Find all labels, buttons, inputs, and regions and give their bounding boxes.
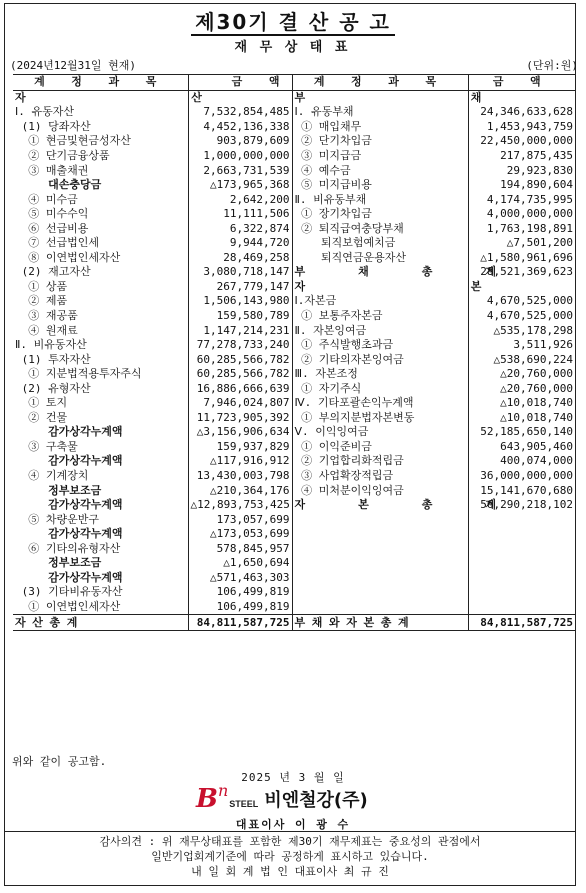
table-row <box>13 396 575 411</box>
right-amount-cell: △538,690,224 <box>493 352 573 366</box>
table-row <box>13 323 575 338</box>
left-account-cell: ④ 기계장치 <box>13 469 188 484</box>
right-account-cell: 자 본 총 계 <box>292 498 468 513</box>
right-amount-cell: △535,178,298 <box>493 323 573 337</box>
left-amount-cell: 267,779,147 <box>188 280 292 295</box>
left-amount-cell: 106,499,819 <box>188 600 292 615</box>
company-logo <box>196 781 368 814</box>
left-amount-cell: 60,285,566,782 <box>188 352 292 367</box>
table-row <box>13 105 575 120</box>
left-amount-cell: 3,080,718,147 <box>188 265 292 280</box>
table-row <box>13 425 575 440</box>
right-amount-cell: 4,670,525,000 <box>486 294 573 308</box>
right-amount-cell: 3,511,926 <box>513 338 573 352</box>
right-amount-cell: 56,290,218,102 <box>480 498 573 512</box>
right-amount-cell: 1,763,198,891 <box>486 221 573 235</box>
left-account-cell: 감가상각누계액 <box>13 498 188 513</box>
right-amount-cell <box>468 527 575 542</box>
left-account-cell: ① 현금및현금성자산 <box>13 134 188 149</box>
right-account-cell <box>292 512 468 527</box>
left-amount-cell: 7,946,024,807 <box>188 396 292 411</box>
total-liab-equity-amount: 84,811,587,725 <box>468 615 575 631</box>
right-account-cell: ③ 사업확장적립금 <box>292 469 468 484</box>
company-name: 비엔철강(주) <box>264 790 368 811</box>
table-row <box>13 236 575 251</box>
right-account-cell: ③ 미지급금 <box>292 149 468 164</box>
left-amount-cell: 159,937,829 <box>188 440 292 455</box>
left-amount-cell: 28,469,258 <box>188 251 292 266</box>
right-amount-cell: △10,018,740 <box>500 410 573 424</box>
right-amount-cell <box>468 280 575 295</box>
left-amount-cell: △12,893,753,425 <box>188 498 292 513</box>
left-account-cell: 대손충당금 <box>13 178 188 193</box>
left-account-cell: 자 산 <box>15 90 202 104</box>
left-account-cell: ③ 재공품 <box>13 309 188 324</box>
announcement-date: 2025 년 3 월 일 <box>241 771 345 784</box>
left-account-cell: Ⅱ. 비유동자산 <box>13 338 188 353</box>
left-amount-cell: △571,463,303 <box>188 571 292 586</box>
right-account-cell: ② 기타의자본잉여금 <box>292 352 468 367</box>
right-amount-cell: 36,000,000,000 <box>480 469 573 483</box>
table-row <box>13 512 575 527</box>
left-amount-cell: 11,111,506 <box>188 207 292 222</box>
right-account-cell: ④ 미처분이익잉여금 <box>292 483 468 498</box>
right-amount-cell: 1,453,943,759 <box>486 119 573 133</box>
right-amount-cell: △10,018,740 <box>500 396 573 410</box>
audit-opinion-box <box>4 831 576 886</box>
right-amount-cell: △20,760,000 <box>500 367 573 381</box>
table-row <box>13 207 575 222</box>
left-amount-cell: 77,278,733,240 <box>188 338 292 353</box>
table-body <box>13 90 575 615</box>
table-row <box>13 469 575 484</box>
table-row <box>13 483 575 498</box>
table-row <box>13 294 575 309</box>
right-account-cell: Ⅴ. 이익잉여금 <box>292 425 468 440</box>
balance-sheet-table <box>13 74 575 631</box>
table-row <box>13 600 575 615</box>
right-account-cell: 자 본 <box>292 280 468 295</box>
right-amount-cell: 52,185,650,140 <box>480 425 573 439</box>
right-account-cell: ① 자기주식 <box>292 381 468 396</box>
right-account-cell: Ⅳ. 기타포괄손익누계액 <box>292 396 468 411</box>
right-account-cell: Ⅰ. 유동부채 <box>292 105 468 120</box>
right-amount-cell <box>468 600 575 615</box>
table-row <box>13 149 575 164</box>
right-account-cell: 퇴직보험예치금 <box>292 236 468 251</box>
left-account-cell: 감가상각누계액 <box>13 571 188 586</box>
right-account-cell: 부 채 <box>292 90 468 105</box>
right-account-cell <box>292 571 468 586</box>
left-account-cell: ① 토지 <box>13 396 188 411</box>
right-account-cell: Ⅰ.자본금 <box>292 294 468 309</box>
left-amount-cell: 11,723,905,392 <box>188 411 292 426</box>
left-amount-cell: △117,916,912 <box>188 454 292 469</box>
total-assets-label: 자 산 총 계 <box>13 615 188 631</box>
left-account-cell: (2) 유형자산 <box>13 381 188 396</box>
table-row <box>13 367 575 382</box>
left-account-cell: 감가상각누계액 <box>13 425 188 440</box>
right-amount-cell <box>468 556 575 571</box>
right-amount-cell: 24,346,633,628 <box>480 105 573 119</box>
left-account-cell: ⑧ 이연법인세자산 <box>13 251 188 266</box>
table-row <box>13 556 575 571</box>
left-account-cell: ② 단기금융상품 <box>13 149 188 164</box>
right-account-cell: ① 부의지분법자본변동 <box>292 411 468 426</box>
right-account-cell: ① 보통주자본금 <box>292 309 468 324</box>
right-account-cell: Ⅱ. 자본잉여금 <box>292 323 468 338</box>
left-amount-cell: 173,057,699 <box>188 512 292 527</box>
table-row <box>13 221 575 236</box>
right-account-cell: Ⅱ. 비유동부채 <box>292 192 468 207</box>
left-amount-cell: △3,156,906,634 <box>188 425 292 440</box>
left-account-cell: ⑥ 기타의유형자산 <box>13 542 188 557</box>
left-amount-cell: △210,364,176 <box>188 483 292 498</box>
table-row <box>13 571 575 586</box>
header-right-amount: 금 액 <box>468 75 575 91</box>
left-account-cell: ① 이연법인세자산 <box>13 600 188 615</box>
left-account-cell: ⑤ 차량운반구 <box>13 512 188 527</box>
left-amount-cell: 2,663,731,539 <box>188 163 292 178</box>
left-account-cell: (1) 투자자산 <box>13 352 188 367</box>
table-row <box>13 352 575 367</box>
table-row <box>13 542 575 557</box>
total-liab-equity-label: 부 채 와 자 본 총 계 <box>292 615 468 631</box>
left-account-cell: 정부보조금 <box>13 483 188 498</box>
right-amount-cell <box>468 571 575 586</box>
right-amount-cell: 400,074,000 <box>500 454 573 468</box>
table-row <box>13 280 575 295</box>
auditor-name: 내 일 회 계 법 인 대표이사 최 규 진 <box>191 865 389 878</box>
table-row <box>13 90 575 105</box>
left-amount-cell: 1,147,214,231 <box>188 323 292 338</box>
right-amount-cell: 29,923,830 <box>506 163 573 177</box>
table-row <box>13 120 575 135</box>
table-row <box>13 411 575 426</box>
statement-subtitle: 재 무 상 태 표 <box>234 40 352 55</box>
left-amount-cell: 9,944,720 <box>188 236 292 251</box>
table-row <box>13 251 575 266</box>
table-row <box>13 440 575 455</box>
left-account-cell: ② 제품 <box>13 294 188 309</box>
right-account-cell <box>292 542 468 557</box>
header-right-account: 계 정 과 목 <box>292 75 468 91</box>
left-amount-cell: △1,650,694 <box>188 556 292 571</box>
left-account-cell: 감가상각누계액 <box>13 454 188 469</box>
right-account-cell: ① 매입채무 <box>292 120 468 135</box>
left-account-cell: ① 지분법적용투자주식 <box>13 367 188 382</box>
left-account-cell: Ⅰ. 유동자산 <box>13 105 188 120</box>
left-account-cell: ⑤ 미수수익 <box>13 207 188 222</box>
table-row <box>13 454 575 469</box>
right-amount-cell <box>468 90 575 105</box>
right-amount-cell: 22,450,000,000 <box>480 134 573 148</box>
left-amount-cell: 2,642,200 <box>188 192 292 207</box>
right-account-cell <box>292 556 468 571</box>
table-row <box>13 338 575 353</box>
right-amount-cell: △1,580,961,696 <box>480 250 573 264</box>
right-amount-cell: △7,501,200 <box>506 236 573 250</box>
table-row <box>13 192 575 207</box>
left-amount-cell: 7,532,854,485 <box>188 105 292 120</box>
left-account-cell: ② 건물 <box>13 411 188 426</box>
header-left-account: 계 정 과 목 <box>13 75 188 91</box>
right-amount-cell: 4,000,000,000 <box>486 207 573 221</box>
right-amount-cell: 4,174,735,995 <box>486 192 573 206</box>
right-account-cell <box>292 600 468 615</box>
header-left-amount: 금 액 <box>188 75 292 91</box>
left-amount-cell: △173,053,699 <box>188 527 292 542</box>
left-amount-cell: 903,879,609 <box>188 134 292 149</box>
right-account-cell: ⑤ 미지급비용 <box>292 178 468 193</box>
left-account-cell: 감가상각누계액 <box>13 527 188 542</box>
total-row <box>13 615 575 631</box>
right-amount-cell <box>468 512 575 527</box>
right-amount-cell <box>468 585 575 600</box>
right-account-cell: 퇴직연금운용자산 <box>292 251 468 266</box>
table-row <box>13 265 575 280</box>
right-account-cell: ② 단기차입금 <box>292 134 468 149</box>
left-amount-cell: 1,000,000,000 <box>188 149 292 164</box>
audit-opinion-line1: 감사의견 : 위 재무상태표를 포함한 제30기 재무제표는 중요성의 관점에서 <box>99 835 481 848</box>
right-amount-cell: 194,890,604 <box>500 178 573 192</box>
right-amount-cell: 217,875,435 <box>500 149 573 162</box>
right-account-cell: 부 채 총 계 <box>292 265 468 280</box>
right-account-cell: Ⅲ. 자본조정 <box>292 367 468 382</box>
left-amount-cell: 4,452,136,338 <box>188 120 292 135</box>
left-amount-cell: 1,506,143,980 <box>188 294 292 309</box>
table-row <box>13 527 575 542</box>
table-row <box>13 585 575 600</box>
left-account-cell: ① 상품 <box>13 280 188 295</box>
table-row <box>13 498 575 513</box>
left-account-cell: ④ 원재료 <box>13 323 188 338</box>
left-amount-cell <box>188 90 292 105</box>
as-of-date: (2024년12월31일 현재) <box>10 59 136 72</box>
left-account-cell: ⑦ 선급법인세 <box>13 236 188 251</box>
right-amount-cell: 28,521,369,623 <box>480 265 573 279</box>
table-row <box>13 163 575 178</box>
right-account-cell: ① 주식발행초과금 <box>292 338 468 353</box>
right-account-cell <box>292 527 468 542</box>
left-account-cell: (1) 당좌자산 <box>13 120 188 135</box>
left-account-cell: (2) 재고자산 <box>13 265 188 280</box>
right-amount-cell: 15,141,670,680 <box>480 483 573 497</box>
table-row <box>13 381 575 396</box>
left-amount-cell: △173,965,368 <box>188 178 292 193</box>
right-amount-cell: △20,760,000 <box>500 381 573 395</box>
right-account-cell: ① 장기차입금 <box>292 207 468 222</box>
right-account-cell: ② 기업합리화적립금 <box>292 454 468 469</box>
table-row <box>13 178 575 193</box>
right-amount-cell: 643,905,460 <box>500 439 573 453</box>
audit-opinion-line2: 일반기업회계기준에 따라 공정하게 표시하고 있습니다. <box>151 850 429 863</box>
table-row <box>13 309 575 324</box>
left-account-cell: ③ 구축물 <box>13 440 188 455</box>
left-account-cell: ④ 미수금 <box>13 192 188 207</box>
page-title: 제30기 결 산 공 고 <box>0 6 586 35</box>
unit-label: (단위:원) <box>526 59 578 72</box>
left-amount-cell: 16,886,666,639 <box>188 381 292 396</box>
right-account-cell: ② 퇴직급여충당부채 <box>292 221 468 236</box>
right-account-cell: ④ 예수금 <box>292 163 468 178</box>
left-account-cell: ⑥ 선급비용 <box>13 221 188 236</box>
left-amount-cell: 578,845,957 <box>188 542 292 557</box>
logo-steel: STEEL <box>229 799 259 809</box>
left-amount-cell: 106,499,819 <box>188 585 292 600</box>
left-amount-cell: 13,430,003,798 <box>188 469 292 484</box>
right-amount-cell: 4,670,525,000 <box>486 309 573 323</box>
logo-n: n <box>217 781 229 800</box>
left-account-cell: ③ 매출채권 <box>13 163 188 178</box>
right-account-cell: ① 이익준비금 <box>292 440 468 455</box>
logo-b: B <box>196 784 218 814</box>
right-account-cell <box>292 585 468 600</box>
notice-text: 위와 같이 공고함. <box>12 755 107 768</box>
total-assets-amount: 84,811,587,725 <box>188 615 292 631</box>
table-header-row <box>13 75 575 91</box>
left-account-cell: 정부보조금 <box>13 556 188 571</box>
left-amount-cell: 60,285,566,782 <box>188 367 292 382</box>
left-amount-cell: 159,580,789 <box>188 309 292 324</box>
right-amount-cell <box>468 542 575 557</box>
left-account-cell: (3) 기타비유동자산 <box>13 585 188 600</box>
ceo-signature: 대표이사 이 광 수 <box>235 818 351 831</box>
left-amount-cell: 6,322,874 <box>188 221 292 236</box>
table-row <box>13 134 575 149</box>
